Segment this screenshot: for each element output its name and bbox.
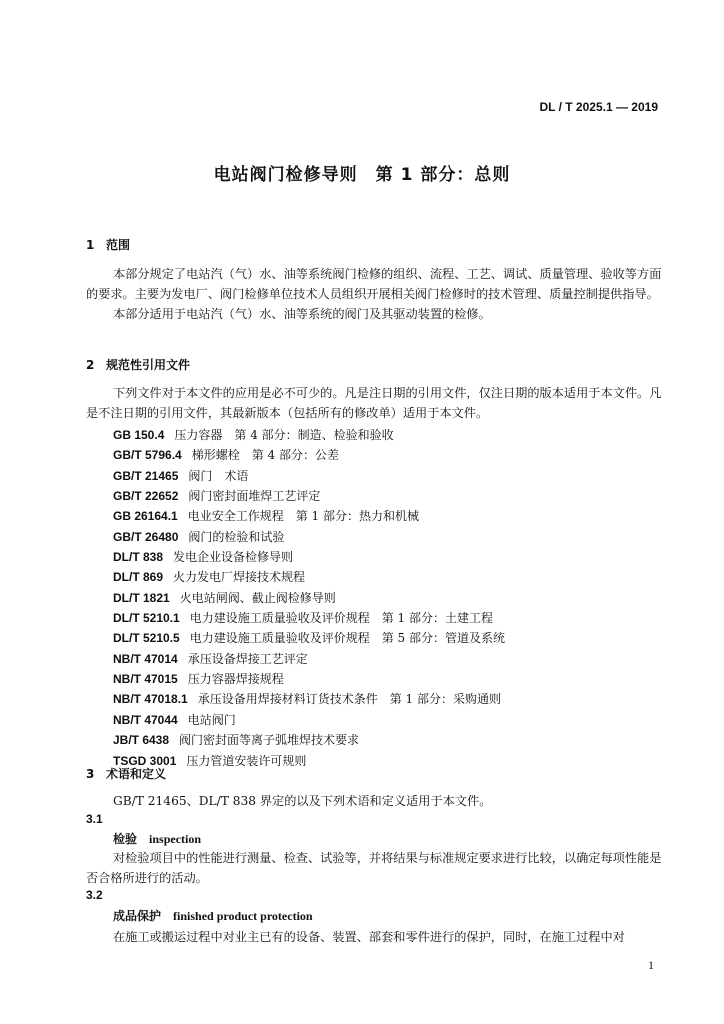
scope-body (86, 264, 662, 324)
reference-title: 阀门的检验和试验 (188, 529, 285, 544)
paragraph: GB/T 21465、DL/T 838 界定的以及下列术语和定义适用于本文件。 (113, 794, 492, 808)
reference-item (113, 466, 505, 486)
reference-code: GB/T 5796.4 (113, 448, 182, 463)
reference-item (113, 710, 505, 730)
reference-code: NB/T 47044 (113, 712, 178, 727)
reference-title: 承压设备用焊接材料订货技术条件 第 1 部分：采购通则 (197, 692, 501, 707)
reference-list (113, 425, 505, 771)
reference-code: DL/T 5210.1 (113, 611, 180, 626)
term-definition (86, 848, 662, 888)
reference-code: GB 150.4 (113, 428, 165, 442)
reference-code: GB/T 22652 (113, 489, 179, 504)
reference-code: DL/T 5210.5 (113, 631, 180, 646)
reference-title: 电站阀门 (187, 712, 236, 727)
reference-title: 压力容器 第 4 部分：制造、检验和验收 (174, 428, 394, 442)
reference-title: 承压设备焊接工艺评定 (187, 651, 308, 666)
section-number: 1 (86, 238, 95, 252)
reference-item (113, 527, 505, 547)
term-definition (86, 927, 662, 947)
reference-code: DL/T 838 (113, 550, 164, 565)
reference-title: 压力容器焊接规程 (187, 672, 284, 687)
clause-number: 3.2 (86, 888, 103, 902)
reference-code: GB/T 21465 (113, 468, 179, 483)
reference-item (113, 628, 505, 648)
reference-item (113, 486, 505, 506)
term-english: finished product protection (173, 909, 313, 923)
reference-item (113, 751, 505, 771)
paragraph: 本部分适用于电站汽（气）水、油等系统的阀门及其驱动装置的检修。 (113, 307, 491, 321)
page-number: 1 (648, 958, 654, 972)
document-title: 电站阀门检修导则 第 1 部分：总则 (213, 165, 511, 185)
section-title: 范围 (106, 238, 131, 252)
section-heading-terms (86, 765, 166, 782)
reference-title: 发电企业设备检修导则 (173, 550, 294, 565)
term-heading (113, 907, 313, 924)
reference-title: 阀门密封面等离子弧堆焊技术要求 (179, 733, 360, 748)
reference-code: TSGD 3001 (113, 753, 177, 768)
standard-code: DL / T 2025.1 — 2019 (539, 100, 658, 114)
clause-number: 3.1 (86, 812, 103, 826)
reference-title: 阀门 术语 (188, 468, 249, 483)
reference-title: 火力发电厂焊接技术规程 (173, 570, 306, 585)
reference-code: GB/T 26480 (113, 529, 179, 544)
paragraph: 本部分规定了电站汽（气）水、油等系统阀门检修的组织、流程、工艺、调试、质量管理、验收等方面的要求。主要为发电厂、阀门检修单位技术人员组织开展相关阀门检修时的技术管理、质量控制提供指导。 (86, 267, 662, 301)
reference-item (113, 506, 505, 526)
reference-title: 阀门密封面堆焊工艺评定 (188, 489, 321, 504)
reference-code: NB/T 47018.1 (113, 692, 188, 707)
section-number: 3 (86, 767, 95, 781)
reference-code: NB/T 47015 (113, 672, 178, 687)
reference-title: 电力建设施工质量验收及评价规程 第 5 部分：管道及系统 (189, 631, 505, 646)
section-heading-scope (86, 236, 130, 253)
reference-item (113, 425, 505, 445)
reference-item (113, 730, 505, 750)
paragraph: 对检验项目中的性能进行测量、检查、试验等，并将结果与标准规定要求进行比较，以确定每项性能是否合格所进行的活动。 (86, 851, 662, 885)
reference-item (113, 547, 505, 567)
section-number: 2 (86, 358, 95, 372)
reference-title: 火电站闸阀、截止阀检修导则 (179, 590, 336, 605)
reference-item (113, 689, 505, 709)
reference-item (113, 649, 505, 669)
reference-title: 电力建设施工质量验收及评价规程 第 1 部分：土建工程 (189, 611, 493, 626)
reference-code: NB/T 47014 (113, 651, 178, 666)
reference-title: 电业安全工作规程 第 1 部分：热力和机械 (187, 509, 419, 524)
normative-intro (86, 383, 662, 423)
term-heading (113, 830, 201, 847)
reference-item (113, 445, 505, 465)
section-title: 术语和定义 (106, 767, 167, 781)
section-heading-normative-references (86, 356, 190, 373)
term-english: inspection (149, 832, 202, 846)
reference-title: 梯形螺栓 第 4 部分：公差 (191, 448, 339, 463)
paragraph: 下列文件对于本文件的应用是必不可少的。凡是注日期的引用文件，仅注日期的版本适用于本文件。凡是不注日期的引用文件，其最新版本（包括所有的修改单）适用于本文件。 (86, 386, 662, 420)
paragraph: 在施工或搬运过程中对业主已有的设备、装置、部套和零件进行的保护，同时，在施工过程中对 (113, 930, 625, 944)
terms-intro (86, 791, 662, 811)
reference-code: JB/T 6438 (113, 733, 170, 748)
reference-title: 压力管道安装许可规则 (186, 753, 307, 768)
reference-item (113, 608, 505, 628)
term-chinese: 检验 (113, 832, 138, 846)
reference-code: GB 26164.1 (113, 509, 178, 524)
reference-item (113, 669, 505, 689)
section-title: 规范性引用文件 (106, 358, 191, 372)
reference-code: DL/T 869 (113, 570, 164, 585)
reference-code: DL/T 1821 (113, 590, 170, 605)
reference-item (113, 567, 505, 587)
term-chinese: 成品保护 (113, 909, 162, 923)
reference-item (113, 588, 505, 608)
